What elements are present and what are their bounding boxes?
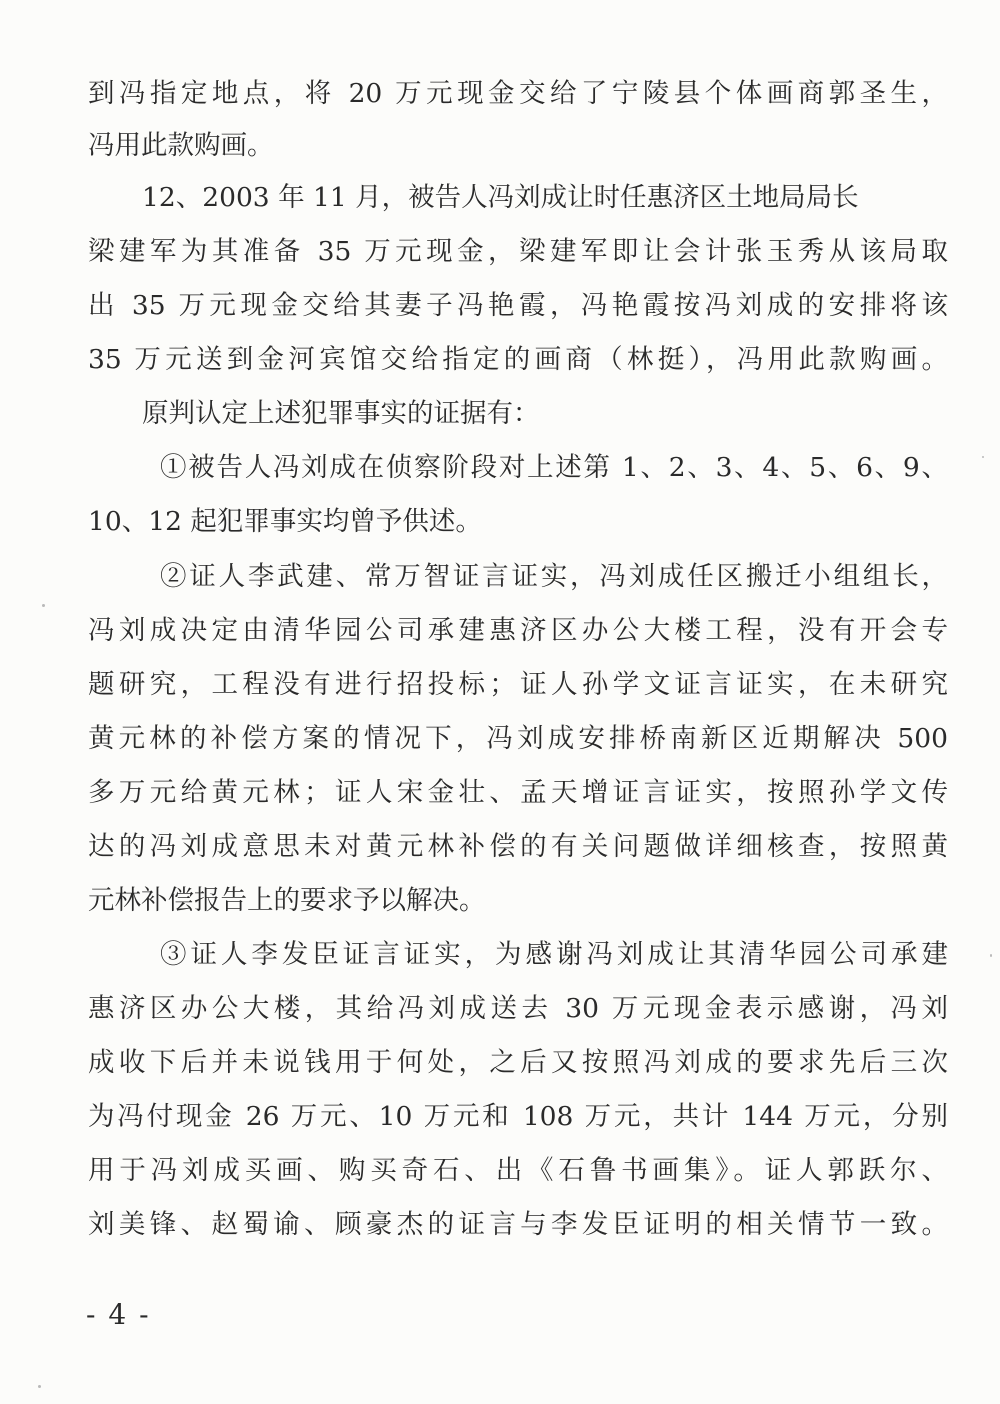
scan-speck — [990, 954, 992, 957]
text-line-21: 用于冯刘成买画、购买奇石、出《石鲁书画集》。证人郭跃尔、 — [88, 1155, 948, 1186]
text-line-14: 多万元给黄元林；证人宋金壮、孟天增证言证实，按照孙学文传 — [88, 777, 948, 808]
scan-speck — [982, 456, 984, 458]
text-line-15: 达的冯刘成意思未对黄元林补偿的有关问题做详细核查，按照黄 — [88, 831, 948, 862]
text-line-16: 元林补偿报告上的要求予以解决。 — [88, 885, 486, 916]
text-line-13: 黄元林的补偿方案的情况下，冯刘成安排桥南新区近期解决 500 — [88, 723, 948, 754]
evidence-item-2-start: ②证人李武建、常万智证言证实，冯刘成任区搬迁小组组长， — [160, 561, 948, 592]
text-line-19: 成收下后并未说钱用于何处，之后又按照冯刘成的要求先后三次 — [88, 1047, 948, 1078]
text-line-20: 为冯付现金 26 万元、10 万元和 108 万元，共计 144 万元，分别 — [88, 1101, 948, 1132]
text-line-1: 到冯指定地点，将 20 万元现金交给了宁陵县个体画商郭圣生， — [88, 78, 948, 109]
text-line-12: 题研究，工程没有进行招投标；证人孙学文证言证实，在未研究 — [88, 669, 948, 700]
text-line-4: 梁建军为其准备 35 万元现金，梁建军即让会计张玉秀从该局取 — [88, 236, 948, 267]
scan-speck — [42, 604, 45, 607]
paragraph-12-start: 12、2003 年 11 月，被告人冯刘成让时任惠济区土地局局长 — [142, 182, 859, 213]
text-line-5: 出 35 万元现金交给其妻子冯艳霞，冯艳霞按冯刘成的安排将该 — [88, 290, 948, 321]
text-line-11: 冯刘成决定由清华园公司承建惠济区办公大楼工程，没有开会专 — [88, 615, 948, 646]
page-number: - 4 - — [86, 1298, 151, 1331]
evidence-item-3-start: ③证人李发臣证言证实，为感谢冯刘成让其清华园公司承建 — [160, 939, 948, 970]
scan-speck — [38, 1385, 41, 1388]
text-line-9: 10、12 起犯罪事实均曾予供述。 — [88, 506, 482, 537]
evidence-heading: 原判认定上述犯罪事实的证据有： — [142, 398, 540, 429]
evidence-item-1-start: ①被告人冯刘成在侦察阶段对上述第 1、2、3、4、5、6、9、 — [160, 452, 948, 483]
text-line-6: 35 万元送到金河宾馆交给指定的画商（林挺），冯用此款购画。 — [88, 344, 948, 375]
text-line-22: 刘美锋、赵蜀谕、顾豪杰的证言与李发臣证明的相关情节一致。 — [88, 1209, 948, 1240]
text-line-2: 冯用此款购画。 — [88, 130, 274, 161]
text-line-18: 惠济区办公大楼，其给冯刘成送去 30 万元现金表示感谢，冯刘 — [88, 993, 948, 1024]
